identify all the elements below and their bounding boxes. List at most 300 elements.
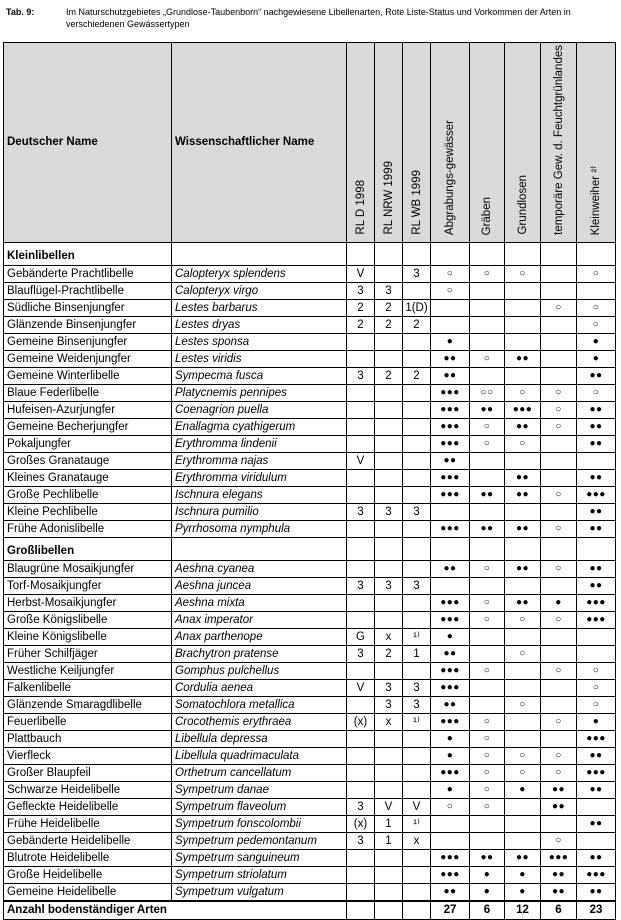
occurrence-cell — [470, 696, 505, 713]
scientific-name: Brachytron pratense — [172, 645, 347, 662]
occurrence-cell: ● — [541, 594, 577, 611]
occurrence-cell — [505, 316, 541, 333]
red-list-status: V — [347, 452, 375, 469]
red-list-status: 3 — [403, 503, 431, 520]
occurrence-cell — [541, 577, 577, 594]
german-name: Blaugrüne Mosaikjungfer — [4, 560, 172, 577]
occurrence-cell — [577, 645, 616, 662]
occurrence-cell: ●●● — [431, 401, 470, 418]
red-list-status — [375, 764, 403, 781]
german-name: Gefleckte Heidelibelle — [4, 798, 172, 815]
red-list-status — [375, 333, 403, 350]
occurrence-cell — [470, 333, 505, 350]
occurrence-cell: ○ — [505, 611, 541, 628]
scientific-name: Anax parthenope — [172, 628, 347, 645]
occurrence-cell: ● — [505, 883, 541, 901]
occurrence-cell: ●●● — [431, 713, 470, 730]
header-col: RL WB 1999 — [403, 43, 431, 243]
occurrence-cell: ○ — [577, 679, 616, 696]
red-list-status — [375, 781, 403, 798]
occurrence-cell: ●● — [577, 435, 616, 452]
occurrence-cell — [505, 503, 541, 520]
red-list-status — [403, 866, 431, 883]
red-list-status — [375, 418, 403, 435]
table-cell — [347, 242, 375, 265]
occurrence-cell: ●●● — [431, 435, 470, 452]
occurrence-cell — [505, 299, 541, 316]
occurrence-cell: ○ — [541, 832, 577, 849]
german-name: Plattbauch — [4, 730, 172, 747]
occurrence-cell: ●●● — [577, 764, 616, 781]
occurrence-cell — [470, 577, 505, 594]
scientific-name: Anax imperator — [172, 611, 347, 628]
occurrence-cell: ●● — [505, 849, 541, 866]
red-list-status — [375, 662, 403, 679]
caption-label: Tab. 9: — [6, 7, 35, 17]
occurrence-cell — [577, 282, 616, 299]
total-count: 23 — [577, 901, 616, 920]
red-list-status: 3 — [347, 798, 375, 815]
occurrence-cell — [541, 815, 577, 832]
occurrence-cell: ○ — [431, 265, 470, 282]
occurrence-cell: ○ — [470, 747, 505, 764]
occurrence-cell: ○ — [577, 265, 616, 282]
german-name: Glänzende Binsenjungfer — [4, 316, 172, 333]
scientific-name: Ischnura elegans — [172, 486, 347, 503]
scientific-name: Sympetrum sanguineum — [172, 849, 347, 866]
occurrence-cell: ●● — [431, 367, 470, 384]
table-row — [4, 560, 616, 577]
german-name: Kleine Pechlibelle — [4, 503, 172, 520]
occurrence-cell: ●●● — [431, 486, 470, 503]
table-row — [4, 713, 616, 730]
occurrence-cell: ○ — [541, 418, 577, 435]
occurrence-cell: ●● — [505, 520, 541, 537]
red-list-status — [347, 520, 375, 537]
occurrence-cell — [431, 316, 470, 333]
red-list-status — [375, 849, 403, 866]
red-list-status: 3 — [403, 577, 431, 594]
occurrence-cell — [505, 628, 541, 645]
occurrence-cell: ○ — [470, 662, 505, 679]
occurrence-cell: ●● — [577, 781, 616, 798]
red-list-status — [375, 435, 403, 452]
table-cell — [172, 242, 347, 265]
occurrence-cell: ●● — [431, 350, 470, 367]
red-list-status — [375, 866, 403, 883]
occurrence-cell: ○ — [541, 486, 577, 503]
occurrence-cell — [505, 713, 541, 730]
section-title: Kleinlibellen — [4, 242, 172, 265]
occurrence-cell: ○ — [577, 696, 616, 713]
occurrence-cell: ● — [431, 747, 470, 764]
occurrence-cell — [431, 503, 470, 520]
occurrence-cell: ○ — [470, 560, 505, 577]
red-list-status — [403, 662, 431, 679]
scientific-name: Erythromma najas — [172, 452, 347, 469]
table-row — [4, 520, 616, 537]
occurrence-cell: ●●● — [431, 866, 470, 883]
occurrence-cell: ● — [470, 883, 505, 901]
header-scientific-name: Wissenschaftlicher Name — [172, 43, 347, 243]
table-row — [4, 503, 616, 520]
occurrence-cell: ●● — [541, 883, 577, 901]
red-list-status — [403, 333, 431, 350]
red-list-status: ¹⁾ — [403, 713, 431, 730]
scientific-name: Libellula depressa — [172, 730, 347, 747]
red-list-status: 3 — [347, 503, 375, 520]
german-name: Gemeine Winterlibelle — [4, 367, 172, 384]
red-list-status — [347, 350, 375, 367]
occurrence-cell: ●● — [470, 849, 505, 866]
red-list-status — [375, 747, 403, 764]
occurrence-cell: ●● — [431, 560, 470, 577]
scientific-name: Pyrrhosoma nymphula — [172, 520, 347, 537]
occurrence-cell: ●● — [577, 815, 616, 832]
occurrence-cell — [470, 452, 505, 469]
scientific-name: Gomphus pulchellus — [172, 662, 347, 679]
table-cell — [172, 537, 347, 560]
scientific-name: Lestes viridis — [172, 350, 347, 367]
occurrence-cell: ●● — [431, 696, 470, 713]
header-col: Kleinweiher ²⁾ — [577, 43, 616, 243]
occurrence-cell: ●● — [505, 350, 541, 367]
scientific-name: Crocothemis erythraea — [172, 713, 347, 730]
scientific-name: Sympetrum danae — [172, 781, 347, 798]
occurrence-cell — [505, 333, 541, 350]
scientific-name: Calopteryx splendens — [172, 265, 347, 282]
red-list-status: 3 — [403, 265, 431, 282]
table-row — [4, 832, 616, 849]
occurrence-cell — [541, 282, 577, 299]
occurrence-cell — [541, 503, 577, 520]
german-name: Pokaljungfer — [4, 435, 172, 452]
table-row — [4, 265, 616, 282]
red-list-status — [347, 401, 375, 418]
header-col: Grundlosen — [505, 43, 541, 243]
occurrence-cell: ●● — [577, 747, 616, 764]
red-list-status: ¹⁾ — [403, 628, 431, 645]
red-list-status — [403, 401, 431, 418]
occurrence-cell — [505, 679, 541, 696]
scientific-name: Orthetrum cancellatum — [172, 764, 347, 781]
german-name: Großes Granatauge — [4, 452, 172, 469]
occurrence-cell: ○ — [470, 418, 505, 435]
occurrence-cell — [505, 798, 541, 815]
occurrence-cell: ●● — [541, 866, 577, 883]
header-german-name: Deutscher Name — [4, 43, 172, 243]
german-name: Gemeine Becherjungfer — [4, 418, 172, 435]
red-list-status: V — [375, 798, 403, 815]
occurrence-cell: ●● — [505, 594, 541, 611]
table-row — [4, 469, 616, 486]
table-cell — [431, 537, 470, 560]
occurrence-cell: ●●● — [431, 679, 470, 696]
german-name: Westliche Keiljungfer — [4, 662, 172, 679]
table-row — [4, 662, 616, 679]
occurrence-cell — [541, 696, 577, 713]
occurrence-cell: ●●● — [577, 866, 616, 883]
german-name: Blaue Federlibelle — [4, 384, 172, 401]
header-col: Gräben — [470, 43, 505, 243]
red-list-status: V — [347, 679, 375, 696]
red-list-status: 1 — [403, 645, 431, 662]
german-name: Kleine Königslibelle — [4, 628, 172, 645]
occurrence-cell — [470, 299, 505, 316]
occurrence-cell: ●● — [577, 418, 616, 435]
german-name: Gemeine Heidelibelle — [4, 883, 172, 901]
table-row — [4, 849, 616, 866]
occurrence-cell: ● — [431, 628, 470, 645]
german-name: Glänzende Smaragdlibelle — [4, 696, 172, 713]
table-cell — [403, 537, 431, 560]
occurrence-cell: ● — [577, 333, 616, 350]
table-row — [4, 486, 616, 503]
occurrence-cell — [541, 316, 577, 333]
table-cell — [541, 242, 577, 265]
red-list-status — [347, 883, 375, 901]
occurrence-cell: ○ — [505, 696, 541, 713]
occurrence-cell: ○ — [470, 730, 505, 747]
red-list-status — [347, 849, 375, 866]
red-list-status — [347, 384, 375, 401]
total-count: 6 — [470, 901, 505, 920]
occurrence-cell — [470, 503, 505, 520]
occurrence-cell — [505, 832, 541, 849]
red-list-status: (x) — [347, 815, 375, 832]
scientific-name: Sympetrum flaveolum — [172, 798, 347, 815]
red-list-status — [347, 747, 375, 764]
german-name: Große Heidelibelle — [4, 866, 172, 883]
occurrence-cell: ●● — [577, 367, 616, 384]
occurrence-cell: ●●● — [577, 486, 616, 503]
german-name: Falkenlibelle — [4, 679, 172, 696]
occurrence-cell — [541, 679, 577, 696]
occurrence-cell — [431, 815, 470, 832]
german-name: Schwarze Heidelibelle — [4, 781, 172, 798]
table-row — [4, 452, 616, 469]
occurrence-cell — [505, 282, 541, 299]
red-list-status — [347, 696, 375, 713]
occurrence-cell: ●●● — [505, 401, 541, 418]
occurrence-cell: ○ — [541, 662, 577, 679]
german-name: Gebänderte Prachtlibelle — [4, 265, 172, 282]
occurrence-cell: ●● — [505, 486, 541, 503]
table-row — [4, 764, 616, 781]
occurrence-cell: ●●● — [431, 418, 470, 435]
scientific-name: Erythromma viridulum — [172, 469, 347, 486]
occurrence-cell: ○ — [470, 781, 505, 798]
german-name: Gebänderte Heidelibelle — [4, 832, 172, 849]
red-list-status — [347, 781, 375, 798]
occurrence-cell: ○ — [541, 401, 577, 418]
red-list-status — [403, 469, 431, 486]
red-list-status — [403, 611, 431, 628]
red-list-status: 2 — [375, 645, 403, 662]
occurrence-cell: ○ — [541, 713, 577, 730]
table-row — [4, 781, 616, 798]
table-row — [4, 679, 616, 696]
occurrence-cell — [470, 367, 505, 384]
table-cell — [347, 537, 375, 560]
occurrence-cell: ●●● — [541, 849, 577, 866]
red-list-status: 2 — [403, 316, 431, 333]
occurrence-cell: ●● — [505, 469, 541, 486]
occurrence-cell: ○ — [470, 798, 505, 815]
occurrence-cell — [541, 730, 577, 747]
scientific-name: Lestes barbarus — [172, 299, 347, 316]
occurrence-cell — [431, 832, 470, 849]
table-row — [4, 577, 616, 594]
occurrence-cell — [541, 435, 577, 452]
red-list-status: 3 — [375, 679, 403, 696]
occurrence-cell: ○ — [505, 384, 541, 401]
red-list-status: G — [347, 628, 375, 645]
occurrence-cell: ○ — [470, 265, 505, 282]
red-list-status: V — [347, 265, 375, 282]
german-name: Großer Blaupfeil — [4, 764, 172, 781]
occurrence-cell: ● — [505, 866, 541, 883]
occurrence-cell — [505, 367, 541, 384]
occurrence-cell: ●● — [541, 798, 577, 815]
table-row — [4, 418, 616, 435]
table-cell — [375, 537, 403, 560]
red-list-status: V — [403, 798, 431, 815]
occurrence-cell: ○ — [431, 798, 470, 815]
red-list-status — [403, 384, 431, 401]
occurrence-cell: ●●● — [431, 520, 470, 537]
occurrence-cell — [577, 798, 616, 815]
german-name: Feuerlibelle — [4, 713, 172, 730]
german-name: Blutrote Heidelibelle — [4, 849, 172, 866]
scientific-name: Sympecma fusca — [172, 367, 347, 384]
red-list-status: (x) — [347, 713, 375, 730]
red-list-status — [403, 781, 431, 798]
occurrence-cell: ●● — [577, 849, 616, 866]
occurrence-cell — [470, 815, 505, 832]
red-list-status: 2 — [375, 299, 403, 316]
table-cell — [577, 537, 616, 560]
red-list-status — [403, 418, 431, 435]
german-name: Vierfleck — [4, 747, 172, 764]
occurrence-cell: ● — [431, 730, 470, 747]
occurrence-cell — [470, 832, 505, 849]
occurrence-cell — [541, 628, 577, 645]
occurrence-cell: ●● — [577, 469, 616, 486]
red-list-status — [375, 384, 403, 401]
total-count: 6 — [541, 901, 577, 920]
occurrence-cell — [470, 679, 505, 696]
table-row — [4, 747, 616, 764]
red-list-status: 3 — [375, 503, 403, 520]
german-name: Gemeine Binsenjungfer — [4, 333, 172, 350]
red-list-status: 3 — [403, 679, 431, 696]
red-list-status — [375, 486, 403, 503]
header-col: RL NRW 1999 — [375, 43, 403, 243]
occurrence-cell — [431, 577, 470, 594]
occurrence-cell — [470, 645, 505, 662]
red-list-status — [403, 730, 431, 747]
occurrence-cell: ○ — [470, 350, 505, 367]
table-cell — [470, 537, 505, 560]
red-list-status: 3 — [347, 832, 375, 849]
red-list-status — [347, 333, 375, 350]
red-list-status — [347, 594, 375, 611]
occurrence-cell: ○ — [470, 611, 505, 628]
occurrence-cell — [541, 367, 577, 384]
german-name: Große Königslibelle — [4, 611, 172, 628]
occurrence-cell: ●●● — [431, 611, 470, 628]
table-row — [4, 696, 616, 713]
red-list-status: 2 — [347, 299, 375, 316]
red-list-status — [375, 452, 403, 469]
occurrence-cell: ○ — [470, 435, 505, 452]
occurrence-cell: ●●● — [431, 384, 470, 401]
occurrence-cell: ○ — [541, 764, 577, 781]
table-row — [4, 316, 616, 333]
red-list-status — [403, 350, 431, 367]
scientific-name: Aeshna mixta — [172, 594, 347, 611]
scientific-name: Sympetrum fonscolombii — [172, 815, 347, 832]
occurrence-cell: ○ — [541, 299, 577, 316]
table-caption — [6, 6, 616, 30]
table-row — [4, 883, 616, 901]
occurrence-cell: ○ — [505, 764, 541, 781]
red-list-status: 3 — [375, 282, 403, 299]
occurrence-cell: ●● — [431, 645, 470, 662]
red-list-status — [375, 611, 403, 628]
occurrence-cell — [505, 730, 541, 747]
red-list-status: 2 — [347, 316, 375, 333]
occurrence-cell: ○ — [541, 747, 577, 764]
occurrence-cell — [541, 645, 577, 662]
occurrence-cell: ○ — [577, 662, 616, 679]
table-row — [4, 401, 616, 418]
red-list-status — [347, 469, 375, 486]
scientific-name: Coenagrion puella — [172, 401, 347, 418]
red-list-status: 1(D) — [403, 299, 431, 316]
occurrence-cell: ●●● — [431, 849, 470, 866]
occurrence-cell: ● — [431, 333, 470, 350]
table-row — [4, 594, 616, 611]
red-list-status: ¹⁾ — [403, 815, 431, 832]
red-list-status: x — [403, 832, 431, 849]
occurrence-cell: ●●● — [431, 764, 470, 781]
scientific-name: Platycnemis pennipes — [172, 384, 347, 401]
occurrence-cell: ○ — [470, 713, 505, 730]
red-list-status: 3 — [375, 696, 403, 713]
table-row — [4, 798, 616, 815]
occurrence-cell: ●● — [577, 577, 616, 594]
table-row — [4, 645, 616, 662]
red-list-status: 2 — [403, 367, 431, 384]
scientific-name: Lestes sponsa — [172, 333, 347, 350]
occurrence-cell: ○ — [470, 764, 505, 781]
occurrence-cell — [541, 265, 577, 282]
table-row — [4, 815, 616, 832]
table-row — [4, 866, 616, 883]
scientific-name: Cordulia aenea — [172, 679, 347, 696]
occurrence-cell: ●●● — [577, 594, 616, 611]
red-list-status — [403, 594, 431, 611]
dragonfly-table — [3, 42, 616, 920]
german-name: Kleines Granatauge — [4, 469, 172, 486]
occurrence-cell: ● — [577, 350, 616, 367]
table-cell — [577, 242, 616, 265]
occurrence-cell: ○ — [541, 384, 577, 401]
section-row — [4, 537, 616, 560]
occurrence-cell: ● — [431, 781, 470, 798]
